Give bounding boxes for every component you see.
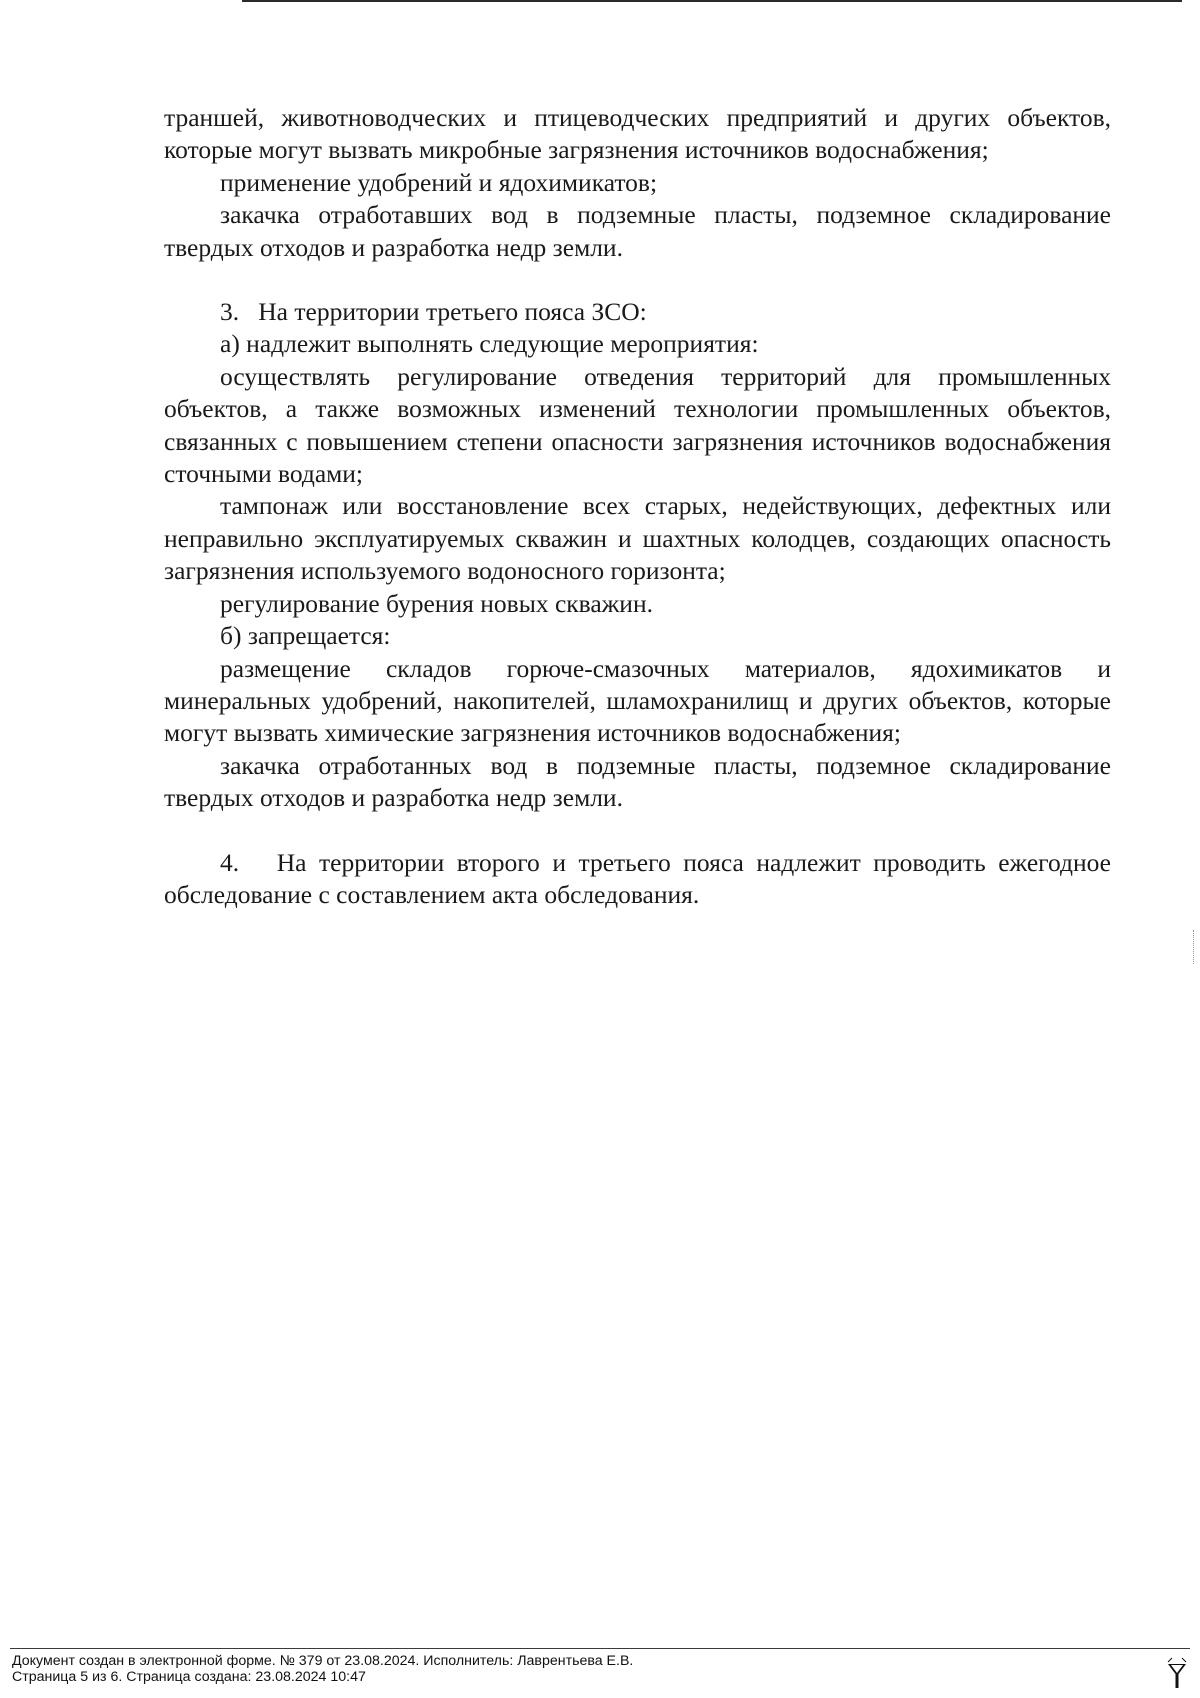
paragraph-fertilizers: применение удобрений и ядохимикатов; xyxy=(220,167,658,197)
top-border-line xyxy=(242,0,1182,2)
section-3-item-b-2: закачка отработанных вод в подземные пласты, подземное складирование твердых отходов и разработка недр земли. xyxy=(164,750,1111,813)
footer-divider xyxy=(10,1648,1190,1649)
edo-logo-icon xyxy=(1165,1650,1189,1690)
section-3-item-a-3: регулирование бурения новых скважин. xyxy=(220,588,653,618)
scan-margin-marks xyxy=(1193,930,1195,964)
section-gap xyxy=(164,815,1111,847)
section-4-text: 4. На территории второго и третьего пояса надлежит проводить ежегодное обследование с составлением акта обследования. xyxy=(164,847,1118,909)
paragraph-continuation: траншей, животноводческих и птицеводческих предприятий и других объектов, которые могут вызвать микробные загрязнения источников водоснабжения; xyxy=(164,103,1111,165)
section-3-item-a-2: тампонаж или восстановление всех старых, недействующих, дефектных или неправильно эксплуатируемых скважин и шахтных колодцев, создающих опасность загрязнения используемого водоносного горизонта; xyxy=(164,491,1111,586)
section-gap xyxy=(164,264,1111,296)
paragraph-waste-injection: закачка отработавших вод в подземные пласты, подземное складирование твердых отходов и разработка недр земли. xyxy=(164,200,1111,262)
footer-page-info: Страница 5 из 6. Страница создана: 23.08.2024 10:47 xyxy=(12,1669,366,1685)
section-3-subheading-a: а) надлежит выполнять следующие мероприятия: xyxy=(220,329,759,359)
footer-info xyxy=(12,1653,633,1685)
footer-document-info: Документ создан в электронной форме. № 379 от 23.08.2024. Исполнитель: Лаврентьева Е.В. xyxy=(12,1653,634,1669)
section-3-heading: 3. На территории третьего пояса ЗСО: xyxy=(220,297,647,327)
section-3-item-b-1: размещение складов горюче-смазочных материалов, ядохимикатов и минеральных удобрений, накопителей, шламохранилищ и других объектов, которые могут вызвать химические загрязнения источников водоснабжения; xyxy=(164,653,1111,748)
section-3-item-a-1: осуществлять регулирование отведения территорий для промышленных объектов, а также возможных изменений технологии промышленных объектов, связанных с повышением степени опасности загрязнения источников водоснабжения сточными водами; xyxy=(164,361,1111,489)
section-3-subheading-b: б) запрещается: xyxy=(220,621,391,651)
document-body xyxy=(164,102,1118,911)
